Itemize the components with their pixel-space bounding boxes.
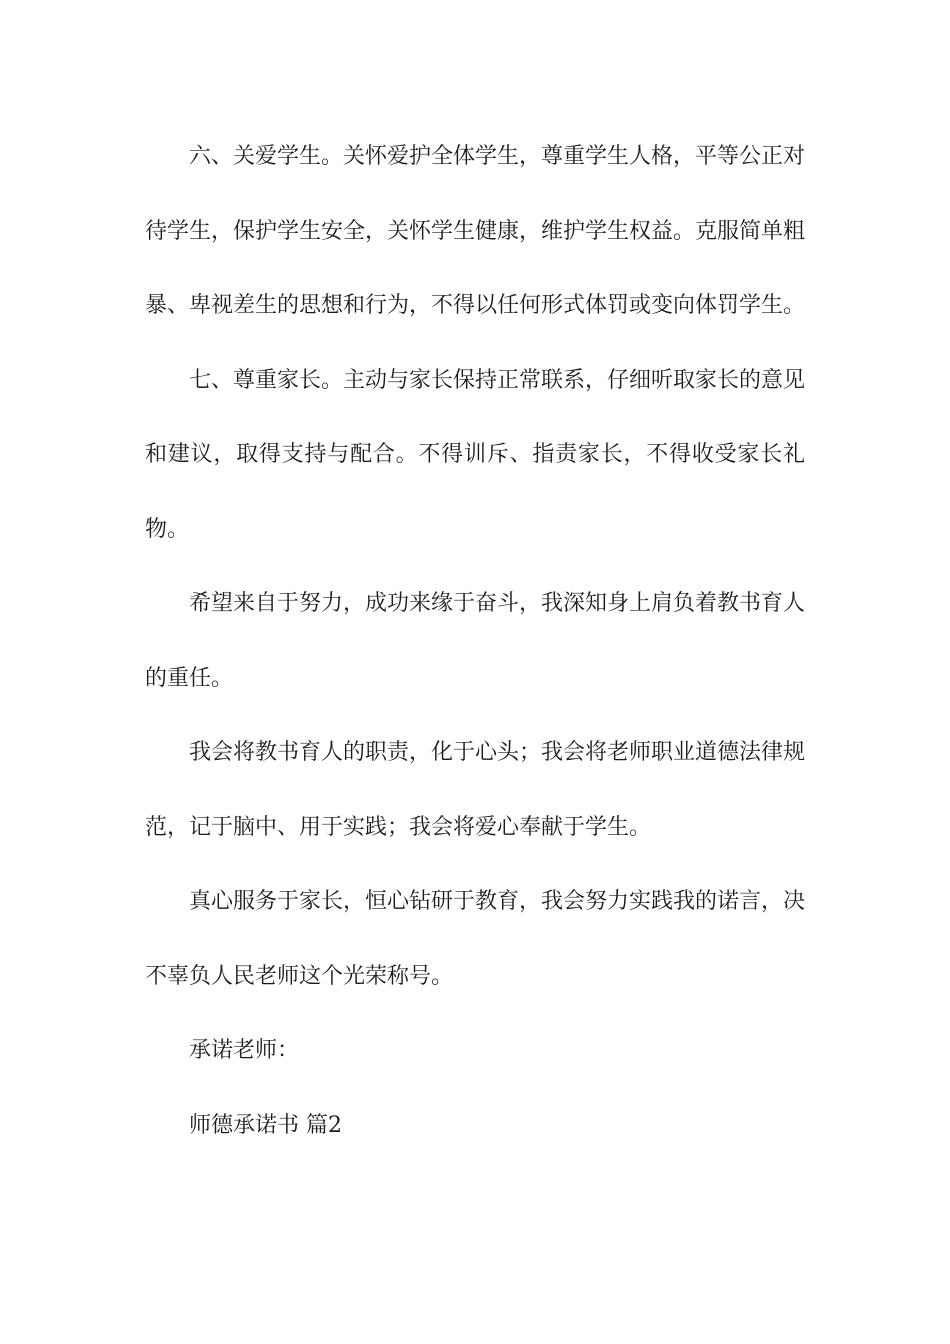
paragraph-serve-parents: 真心服务于家长，恒心钻研于教育，我会努力实践我的诺言，决不辜负人民老师这个光荣称号。 (145, 889, 806, 989)
document-body (145, 120, 805, 1163)
paragraph-signature-label: 承诺老师： (189, 1038, 300, 1063)
paragraph-hope-effort: 希望来自于努力，成功来缘于奋斗，我深知身上肩负着教书育人的重任。 (145, 591, 806, 691)
section-heading: 师德承诺书 篇2 (189, 1112, 342, 1138)
paragraph-care-students: 六、关爱学生。关怀爱护全体学生，尊重学生人格，平等公正对待学生，保护学生安全，关怀学生健康，维护学生权益。克服简单粗暴、卑视差生的思想和行为，不得以任何形式体罚或变向体罚学生。 (145, 144, 806, 318)
paragraph-duty: 我会将教书育人的职责，化于心头；我会将老师职业道德法律规范，记于脑中、用于实践；我会将爱心奉献于学生。 (145, 740, 806, 840)
paragraph-respect-parents: 七、尊重家长。主动与家长保持正常联系，仔细听取家长的意见和建议，取得支持与配合。不得训斥、指责家长，不得收受家长礼物。 (145, 367, 806, 542)
